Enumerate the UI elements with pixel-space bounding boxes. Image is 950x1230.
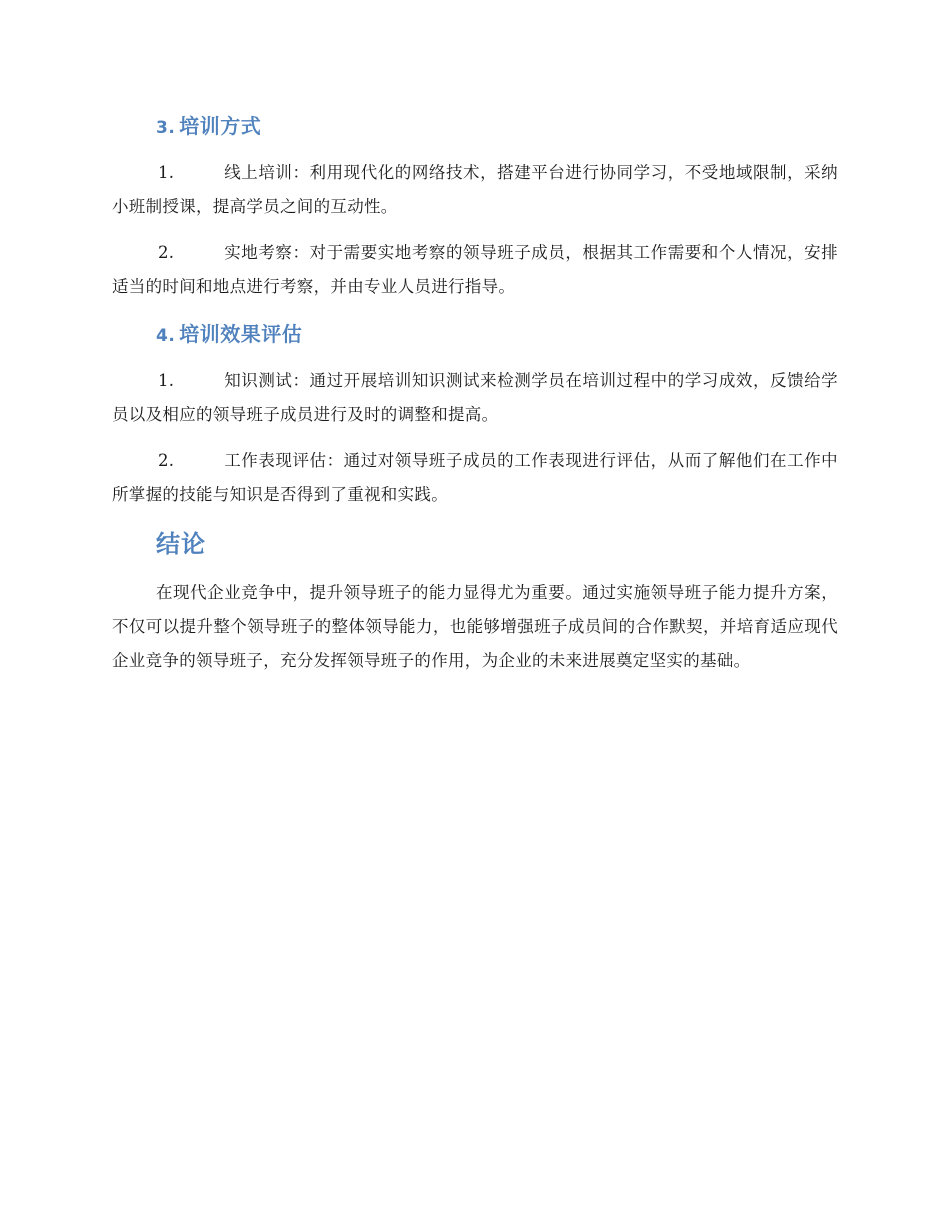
section-number: 4. — [156, 326, 176, 346]
section-number: 3. — [156, 118, 176, 138]
list-item — [112, 156, 838, 224]
list-item — [112, 236, 838, 304]
list-item-text: 知识测试：通过开展培训知识测试来检测学员在培训过程中的学习成效，反馈给学员以及相应的领导班子成员进行及时的调整和提高。 — [112, 371, 838, 424]
section-heading-training-evaluation — [156, 316, 838, 354]
list-item-text: 线上培训：利用现代化的网络技术，搭建平台进行协同学习，不受地域限制，采纳小班制授课，提高学员之间的互动性。 — [112, 163, 838, 216]
conclusion-heading: 结论 — [156, 530, 206, 558]
list-marker: 1. — [158, 163, 175, 182]
list-item-text: 实地考察：对于需要实地考察的领导班子成员，根据其工作需要和个人情况，安排适当的时间和地点进行考察，并由专业人员进行指导。 — [112, 243, 838, 296]
list-item — [112, 444, 838, 512]
list-item-text: 工作表现评估：通过对领导班子成员的工作表现进行评估，从而了解他们在工作中所掌握的技能与知识是否得到了重视和实践。 — [112, 451, 838, 504]
document-content — [112, 108, 838, 678]
list-marker: 2. — [158, 243, 175, 262]
section-heading-training-methods — [156, 108, 838, 146]
section-title: 培训效果评估 — [179, 322, 303, 346]
section-title: 培训方式 — [179, 114, 262, 138]
list-marker: 2. — [158, 451, 175, 470]
conclusion-paragraph: 在现代企业竞争中，提升领导班子的能力显得尤为重要。通过实施领导班子能力提升方案，不仅可以提升整个领导班子的整体领导能力，也能够增强班子成员间的合作默契，并培育适应现代企业竞争的领导班子，充分发挥领导班子的作用，为企业的未来进展奠定坚实的基础。 — [112, 583, 838, 670]
list-marker: 1. — [158, 371, 175, 390]
list-item — [112, 364, 838, 432]
